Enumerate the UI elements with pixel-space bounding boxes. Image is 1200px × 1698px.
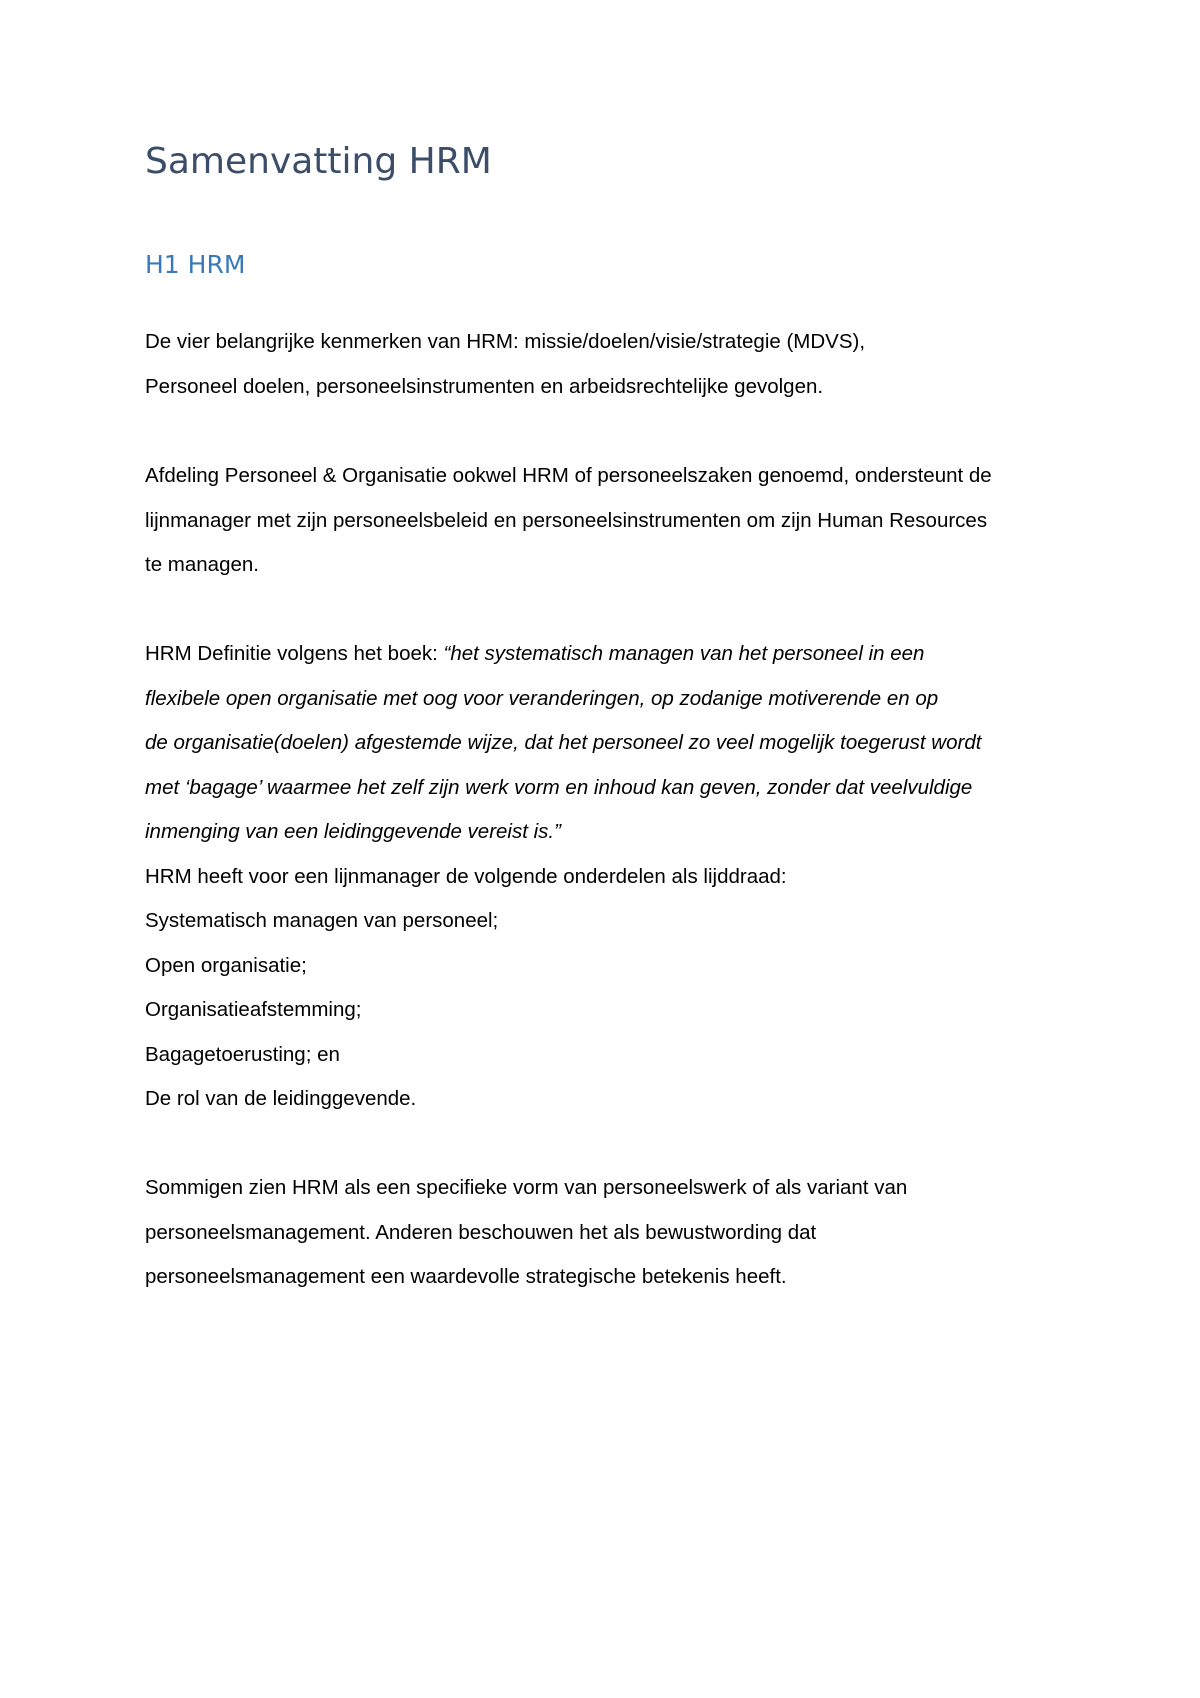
definition-quote-line: inmenging van een leidinggevende vereist is.” (145, 820, 561, 843)
paragraph-line: Afdeling Personeel & Organisatie ookwel HRM of personeelszaken genoemd, ondersteunt de (145, 464, 992, 487)
definition-quote: “het systematisch managen van het personeel in een (443, 642, 925, 665)
paragraph-definitie (145, 632, 1075, 1122)
definition-quote-line: met ‘bagage’ waarmee het zelf zijn werk vorm en inhoud kan geven, zonder dat veelvuldige (145, 775, 973, 799)
paragraph-line: personeelsmanagement. Anderen beschouwen het als bewustwording dat (145, 1220, 817, 1244)
guideline-item: Open organisatie; (145, 953, 307, 977)
guideline-intro: HRM heeft voor een lijnmanager de volgende onderdelen als lijddraad: (145, 864, 787, 888)
guideline-item: De rol van de leidinggevende. (145, 1087, 417, 1110)
paragraph-afdeling (145, 454, 1075, 588)
definition-first-line (145, 632, 1075, 677)
document-title: Samenvatting HRM (145, 141, 492, 182)
paragraph-line: Sommigen zien HRM als een specifieke vorm van personeelswerk of als variant van (145, 1176, 908, 1199)
paragraph-kenmerken (145, 320, 1075, 409)
paragraph-line: personeelsmanagement een waardevolle strategische betekenis heeft. (145, 1265, 787, 1288)
guideline-item: Systematisch managen van personeel; (145, 909, 499, 932)
definition-quote-line: de organisatie(doelen) afgestemde wijze, dat het personeel zo veel mogelijk toegerust wordt (145, 731, 982, 754)
guideline-item: Organisatieafstemming; (145, 998, 362, 1021)
heading-h1: H1 HRM (145, 250, 246, 279)
paragraph-line: Personeel doelen, personeelsinstrumenten en arbeidsrechtelijke gevolgen. (145, 374, 824, 398)
paragraph-sommigen (145, 1166, 1075, 1300)
definition-lead: HRM Definitie volgens het boek: (145, 642, 444, 665)
definition-quote-line: flexibele open organisatie met oog voor veranderingen, op zodanige motiverende en op (145, 686, 939, 710)
paragraph-line: te managen. (145, 553, 259, 576)
guideline-item: Bagagetoerusting; en (145, 1042, 340, 1066)
paragraph-line: lijnmanager met zijn personeelsbeleid en personeelsinstrumenten om zijn Human Resources (145, 508, 988, 532)
paragraph-line: De vier belangrijke kenmerken van HRM: missie/doelen/visie/strategie (MDVS), (145, 330, 866, 353)
